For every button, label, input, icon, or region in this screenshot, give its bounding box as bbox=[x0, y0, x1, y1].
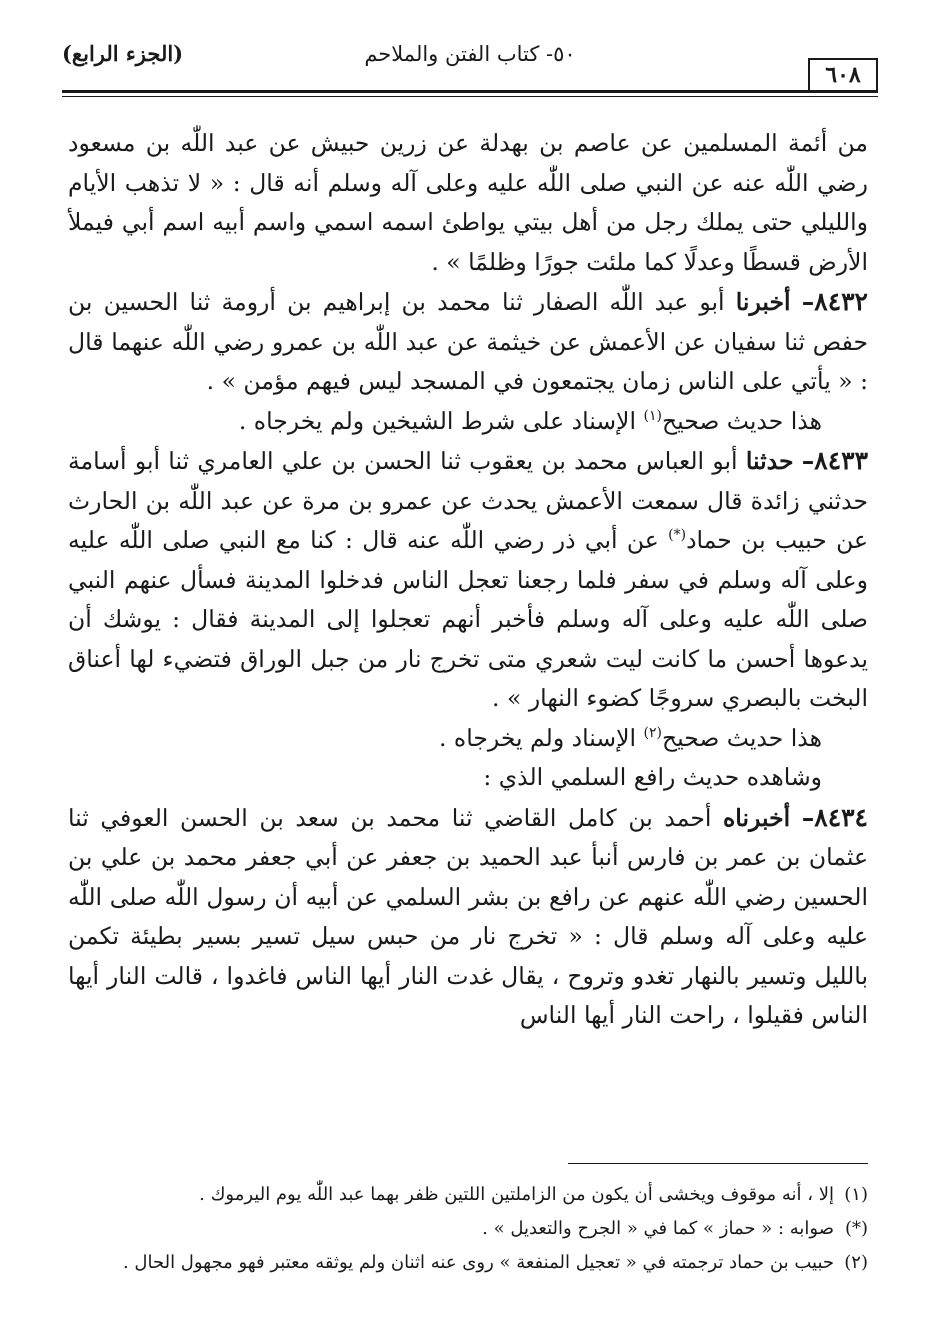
hadith-number: ٨٤٣٢– bbox=[801, 287, 868, 316]
footnote bbox=[68, 1212, 868, 1246]
grade-text: الإسناد على شرط الشيخين ولم يخرجاه . bbox=[238, 406, 644, 435]
footnote-marker: (٢) bbox=[844, 1252, 868, 1273]
hadith-lead-word: حدثنا bbox=[745, 447, 794, 475]
footnote bbox=[68, 1246, 868, 1280]
hadith-number: ٨٤٣٣– bbox=[801, 446, 868, 475]
footnote-text: صوابه : « حماز » كما في « الجرح والتعديل » . bbox=[482, 1218, 834, 1239]
hadith-number: ٨٤٣٤– bbox=[801, 802, 868, 832]
footnote-marker: (*) bbox=[844, 1218, 868, 1239]
hadith-8433 bbox=[68, 441, 868, 719]
hadith-8434 bbox=[68, 798, 868, 1036]
footnote-rule bbox=[568, 1163, 868, 1164]
grade-text: هذا حديث صحيح bbox=[661, 723, 822, 752]
hadith-text: أبو عبد اللّٰه الصفار ثنا محمد بن إبراهيم بن أرومة ثنا الحسين بن حفص ثنا سفيان عن الأعمش عن خيثمة عن عبد اللّٰه بن عمرو رضي اللّٰه عنهما قال : « يأتي على الناس زمان يجتمعون في المسجد ليس فيهم مؤمن » . bbox=[68, 288, 868, 395]
footnote-marker: (*) bbox=[668, 527, 687, 544]
footnote-marker: (٢) bbox=[643, 724, 662, 741]
hadith-lead-word: أخبرناه bbox=[723, 803, 791, 832]
footnotes bbox=[68, 1178, 868, 1280]
hadith-lead-word: أخبرنا bbox=[735, 288, 791, 316]
hadith-text: أبو العباس محمد بن يعقوب ثنا الحسن بن علي العامري ثنا أبو أسامة حدثني زائدة قال سمعت الأعمش يحدث عن عمرو بن مرة عن عبد اللّٰه بن الحارث عن حبيب بن حماد bbox=[68, 447, 868, 554]
grade-text: الإسناد ولم يخرجاه . bbox=[438, 723, 644, 752]
footnote bbox=[68, 1178, 868, 1212]
page-number: ٦٠٨ bbox=[808, 58, 878, 90]
grade-text: هذا حديث صحيح bbox=[661, 406, 822, 435]
footnote-marker: (١) bbox=[844, 1184, 868, 1205]
hadith-text: أحمد بن كامل القاضي ثنا محمد بن سعد بن الحسن العوفي ثنا عثمان بن عمر بن فارس أنبأ عبد الحميد بن جعفر عن أبي جعفر محمد بن علي بن الحسين رضي اللّٰه عنهم عن رافع بن بشر السلمي عن أبيه أن رسول اللّٰه صلى اللّٰه عليه وعلى آله وسلم قال : « تخرج نار من حبس سيل تسير بسير بطيئة تكمن بالليل وتسير بالنهار تغدو وتروح ، يقال غدت النار أيها الناس فاغدوا ، قالت النار أيها الناس فقيلوا ، راحت النار أيها الناس bbox=[68, 803, 868, 1029]
header-rule bbox=[62, 90, 878, 93]
grade-note-2 bbox=[68, 719, 868, 759]
witness-note: وشاهده حديث رافع السلمي الذي : bbox=[483, 763, 822, 791]
running-header bbox=[62, 38, 878, 94]
main-text bbox=[68, 124, 868, 1036]
hadith-text: عن أبي ذر رضي اللّٰه عنه قال : كنا مع النبي صلى اللّٰه عليه وعلى آله وسلم في سفر فلما رجعنا تعجل الناس فدخلوا المدينة فسأل عنهم النبي صلى اللّٰه عليه وعلى آله وسلم فأخبر أنهم تعجلوا إلى المدينة فقال : يوشك أن يدعوها أحسن ما كانت ليت شعري متى تخرج نار من جبل الوراق فتضيء لها أعناق البخت بالبصري سروجًا كضوء النهار » . bbox=[68, 526, 868, 712]
hadith-8432 bbox=[68, 282, 868, 402]
header-rule-thin bbox=[62, 96, 878, 97]
footnote-text: إلا ، أنه موقوف ويخشى أن يكون من الزاملتين اللتين ظفر بهما عبد اللّٰه يوم اليرموك . bbox=[199, 1184, 834, 1205]
footnote-marker: (١) bbox=[643, 407, 662, 424]
footnote-text: حبيب بن حماد ترجمته في « تعجيل المنفعة » روى عنه اثنان ولم يوثقه معتبر فهو مجهول الحال . bbox=[122, 1252, 834, 1273]
chapter-title: ٥٠- كتاب الفتن والملاحم bbox=[364, 42, 576, 66]
continuation-paragraph: من أئمة المسلمين عن عاصم بن بهدلة عن زرين حبيش عن عبد اللّٰه بن مسعود رضي اللّٰه عنه عن النبي صلى اللّٰه عليه وعلى آله وسلم أنه قال : « لا تذهب الأيام والليلي حتى يملك رجل من أهل بيتي يواطئ اسمه اسمي واسم أبيه اسم أبي فيملأ الأرض قسطًا وعدلًا كما ملئت جورًا وظلمًا » . bbox=[68, 129, 868, 276]
volume-label: (الجزء الرابع) bbox=[62, 41, 184, 66]
grade-note-1 bbox=[68, 402, 868, 442]
